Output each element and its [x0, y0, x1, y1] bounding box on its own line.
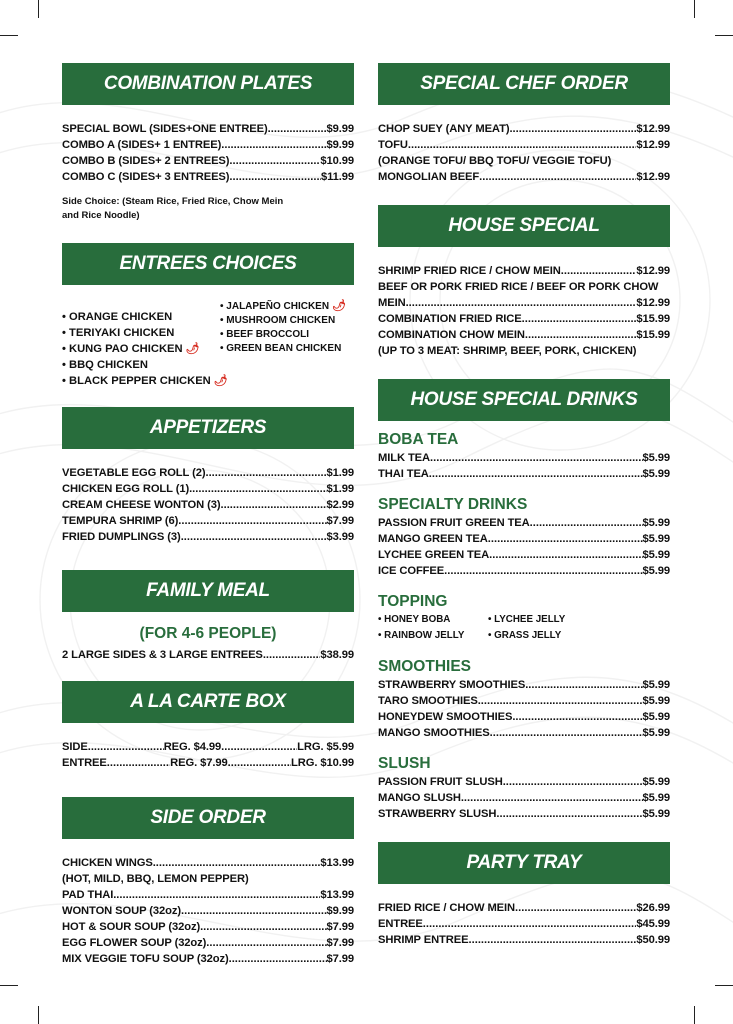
menu-item: COMBINATION FRIED RICE ..... $15.99 — [378, 311, 670, 327]
right-column — [378, 63, 670, 948]
party-tray-list — [378, 900, 670, 948]
menu-item: MEIN ..... $12.99 — [378, 295, 670, 311]
menu-item: ICE COFFEE ..... $5.99 — [378, 563, 670, 579]
menu-item: COMBO C (SIDES+ 3 ENTREES) ..... $11.99 — [62, 169, 354, 185]
entree-choice: • MUSHROOM CHICKEN — [220, 315, 336, 326]
topping-item: • HONEY BOBA — [378, 614, 451, 625]
menu-item: CHICKEN EGG ROLL (1) ..... $1.99 — [62, 481, 354, 497]
entree-choice: • BLACK PEPPER CHICKEN 🌶 — [62, 375, 228, 387]
section-banner-house-special-drinks: HOUSE SPECIAL DRINKS — [378, 379, 670, 421]
crop-mark — [0, 35, 18, 36]
chili-pepper-icon: 🌶 — [332, 300, 347, 312]
menu-item: MONGOLIAN BEEF ..... $12.99 — [378, 169, 670, 185]
menu-item: PAD THAI ..... $13.99 — [62, 887, 354, 903]
menu-item: MANGO SLUSH ..... $5.99 — [378, 790, 670, 806]
menu-item: ENTREE ..... REG. $7.99 ..... LRG. $10.99 — [62, 755, 354, 771]
entree-choices — [62, 299, 354, 389]
menu-item: FRIED DUMPLINGS (3) ..... $3.99 — [62, 529, 354, 545]
menu-item-line: BEEF OR PORK FRIED RICE / BEEF OR PORK CHOW — [378, 281, 659, 293]
section-banner-a-la-carte: A LA CARTE BOX — [62, 681, 354, 723]
section-banner-house-special: HOUSE SPECIAL — [378, 205, 670, 247]
menu-item: COMBINATION CHOW MEIN ..... $15.99 — [378, 327, 670, 343]
entree-choice: • TERIYAKI CHICKEN — [62, 327, 175, 339]
crop-mark — [38, 0, 39, 18]
menu-item: WONTON SOUP (32oz) ..... $9.99 — [62, 903, 354, 919]
section-banner-party-tray: PARTY TRAY — [378, 842, 670, 884]
wings-flavor-note: (HOT, MILD, BBQ, LEMON PEPPER) — [62, 873, 249, 885]
menu-item: COMBO A (SIDES+ 1 ENTREE) ..... $9.99 — [62, 137, 354, 153]
menu-item: HONEYDEW SMOOTHIES ..... $5.99 — [378, 709, 670, 725]
left-column — [62, 63, 354, 967]
menu-item: PASSION FRUIT SLUSH ..... $5.99 — [378, 774, 670, 790]
menu-item: VEGETABLE EGG ROLL (2) ..... $1.99 — [62, 465, 354, 481]
menu-item: 2 LARGE SIDES & 3 LARGE ENTREES ..... $38.99 — [62, 647, 354, 663]
menu-item: SPECIAL BOWL (SIDES+ONE ENTREE) ..... $9.99 — [62, 121, 354, 137]
family-meal-list — [62, 647, 354, 663]
menu-item: PASSION FRUIT GREEN TEA ..... $5.99 — [378, 515, 670, 531]
section-banner-special-chef-order: SPECIAL CHEF ORDER — [378, 63, 670, 105]
menu-item: CHOP SUEY (ANY MEAT) ..... $12.99 — [378, 121, 670, 137]
entree-choice: • BBQ CHICKEN — [62, 359, 148, 371]
crop-mark — [0, 985, 18, 986]
section-banner-side-order: SIDE ORDER — [62, 797, 354, 839]
topping-item: • LYCHEE JELLY — [488, 614, 566, 625]
entree-choice: • BEEF BROCCOLI — [220, 329, 310, 340]
subheading-slush: SLUSH — [378, 755, 431, 772]
menu-item: MIX VEGGIE TOFU SOUP (32oz) ..... $7.99 — [62, 951, 354, 967]
menu-item: STRAWBERRY SMOOTHIES ..... $5.99 — [378, 677, 670, 693]
house-special-list — [378, 263, 670, 359]
side-choice-note: Side Choice: (Steam Rice, Fried Rice, Chow Mein and Rice Noodle) — [62, 196, 284, 221]
entree-choice: • KUNG PAO CHICKEN 🌶 — [62, 343, 200, 355]
subheading-topping: TOPPING — [378, 593, 448, 610]
chili-pepper-icon: 🌶 — [213, 375, 228, 387]
menu-item: COMBO B (SIDES+ 2 ENTREES) ..... $10.99 — [62, 153, 354, 169]
chili-pepper-icon: 🌶 — [185, 343, 200, 355]
topping-list — [378, 612, 670, 644]
subheading-specialty-drinks: SPECIALTY DRINKS — [378, 496, 528, 513]
menu-item: TOFU ..... $12.99 — [378, 137, 670, 153]
crop-mark — [715, 35, 733, 36]
menu-item: STRAWBERRY SLUSH ..... $5.99 — [378, 806, 670, 822]
menu-item: TEMPURA SHRIMP (6) ..... $7.99 — [62, 513, 354, 529]
subheading-smoothies: SMOOTHIES — [378, 658, 472, 675]
section-banner-appetizers: APPETIZERS — [62, 407, 354, 449]
menu-item: CREAM CHEESE WONTON (3) ..... $2.99 — [62, 497, 354, 513]
subheading-boba-tea: BOBA TEA — [378, 431, 459, 448]
section-banner-entrees: ENTREES CHOICES — [62, 243, 354, 285]
section-banner-family-meal: FAMILY MEAL — [62, 570, 354, 612]
menu-item: CHICKEN WINGS ..... $13.99 — [62, 855, 354, 871]
crop-mark — [694, 0, 695, 18]
menu-item: FRIED RICE / CHOW MEIN ..... $26.99 — [378, 900, 670, 916]
menu-item: ENTREE ..... $45.99 — [378, 916, 670, 932]
menu-item: TARO SMOOTHIES ..... $5.99 — [378, 693, 670, 709]
menu-item: MANGO SMOOTHIES ..... $5.99 — [378, 725, 670, 741]
appetizers-list — [62, 465, 354, 545]
entree-choice: • GREEN BEAN CHICKEN — [220, 343, 342, 354]
topping-item: • RAINBOW JELLY — [378, 630, 465, 641]
entree-choice: • ORANGE CHICKEN — [62, 311, 173, 323]
crop-mark — [715, 985, 733, 986]
family-meal-subtitle: (FOR 4-6 PEOPLE) — [139, 625, 277, 642]
menu-item: LYCHEE GREEN TEA ..... $5.99 — [378, 547, 670, 563]
crop-mark — [38, 1006, 39, 1024]
tofu-options-note: (ORANGE TOFU/ BBQ TOFU/ VEGGIE TOFU) — [378, 155, 612, 167]
section-banner-combination: COMBINATION PLATES — [62, 63, 354, 105]
entree-choice: • JALAPEÑO CHICKEN 🌶 — [220, 300, 347, 312]
topping-item: • GRASS JELLY — [488, 630, 562, 641]
side-order-list — [62, 855, 354, 967]
crop-mark — [694, 1006, 695, 1024]
menu-item: MANGO GREEN TEA ..... $5.99 — [378, 531, 670, 547]
a-la-carte-list — [62, 739, 354, 771]
menu-item: HOT & SOUR SOUP (32oz) ..... $7.99 — [62, 919, 354, 935]
combination-list — [62, 121, 354, 185]
menu-item: EGG FLOWER SOUP (32oz) ..... $7.99 — [62, 935, 354, 951]
menu-item: SHRIMP ENTREE ..... $50.99 — [378, 932, 670, 948]
meat-choice-note: (UP TO 3 MEAT: SHRIMP, BEEF, PORK, CHICKEN) — [378, 345, 637, 357]
menu-item: SIDE ..... REG. $4.99 ..... LRG. $5.99 — [62, 739, 354, 755]
chef-order-list — [378, 121, 670, 185]
menu-item: SHRIMP FRIED RICE / CHOW MEIN ..... $12.99 — [378, 263, 670, 279]
menu-item: THAI TEA ..... $5.99 — [378, 466, 670, 482]
menu-item: MILK TEA ..... $5.99 — [378, 450, 670, 466]
